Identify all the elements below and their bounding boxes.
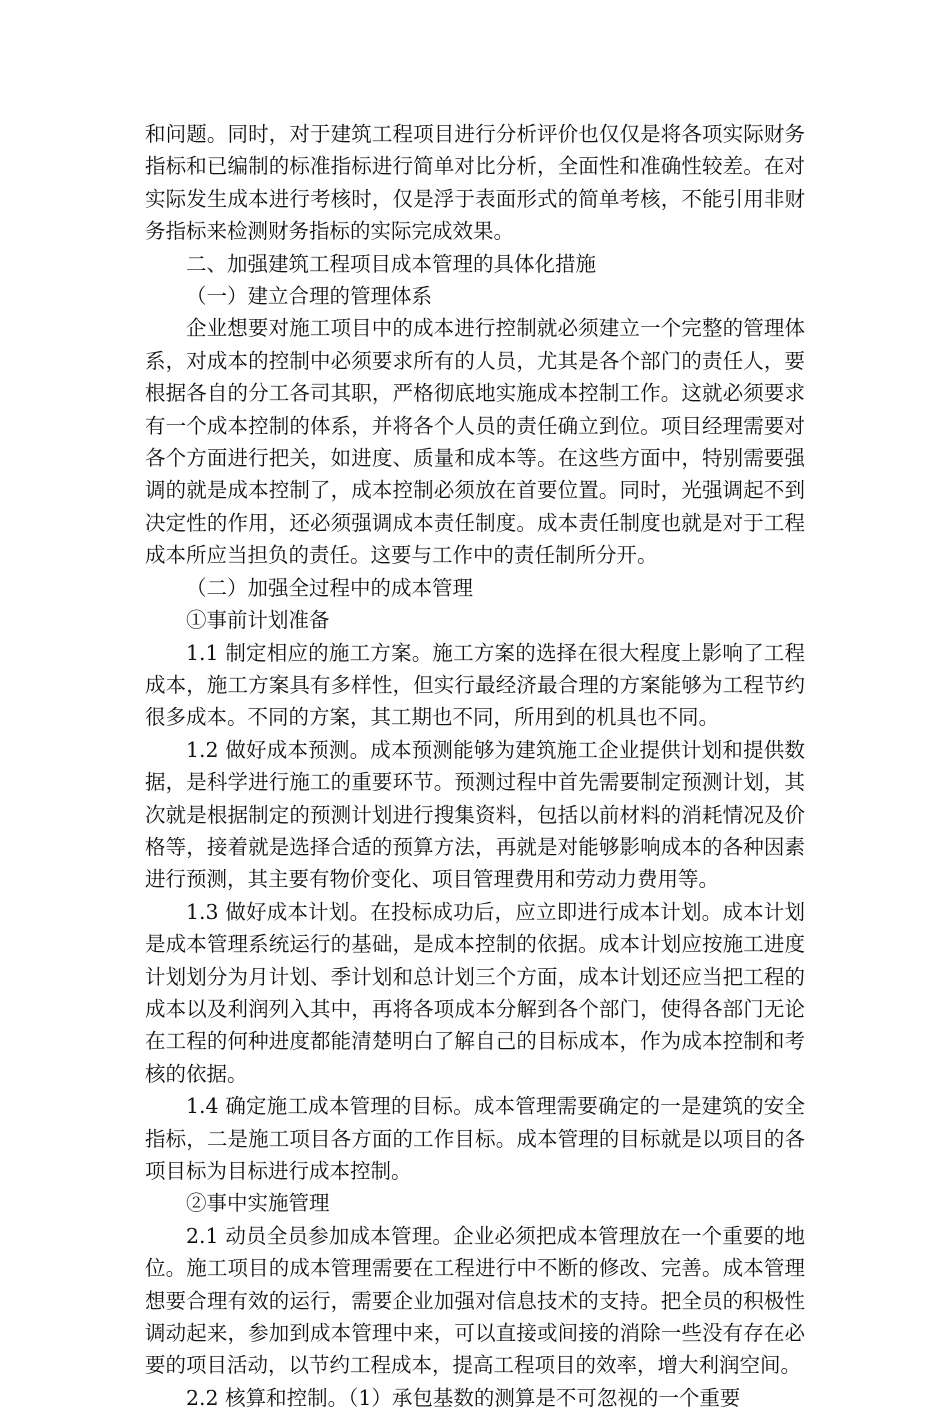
paragraph-1-2: 1.2 做好成本预测。成本预测能够为建筑施工企业提供计划和提供数据，是科学进行施工的重要环节。预测过程中首先需要制定预测计划，其次就是根据制定的预测计划进行搜集资料，包括以前材料的消耗情况及价格等，接着就是选择合适的预算方法，再就是对能够影响成本的各种因素进行预测，其主要有物价变化、项目管理费用和劳动力费用等。 bbox=[145, 737, 805, 892]
item-heading-in-process: ②事中实施管理 bbox=[186, 1191, 330, 1216]
paragraph-2-1: 2.1 动员全员参加成本管理。企业必须把成本管理放在一个重要的地位。施工项目的成本管理需要在工程进行中不断的修改、完善。成本管理想要合理有效的运行，需要企业加强对信息技术的支持。把全员的积极性调动起来，参加到成本管理中来，可以直接或间接的消除一些没有存在必要的项目活动，以节约工程成本，提高工程项目的效率，增大利润空间。 bbox=[145, 1223, 805, 1378]
document-body bbox=[145, 118, 805, 1414]
paragraph-1-3: 1.3 做好成本计划。在投标成功后，应立即进行成本计划。成本计划是成本管理系统运行的基础，是成本控制的依据。成本计划应按施工进度计划划分为月计划、季计划和总计划三个方面，成本计划还应当把工程的成本以及利润列入其中，再将各项成本分解到各个部门，使得各部门无论在工程的何种进度都能清楚明白了解自己的目标成本，作为成本控制和考核的依据。 bbox=[145, 899, 805, 1086]
paragraph-2-2: 2.2 核算和控制。（1）承包基数的测算是不可忽视的一个重要 bbox=[186, 1385, 741, 1410]
subsection-heading-2: （二）加强全过程中的成本管理 bbox=[186, 575, 473, 600]
subsection-heading-1: （一）建立合理的管理体系 bbox=[186, 284, 432, 309]
paragraph-management-system: 企业想要对施工项目中的成本进行控制就必须建立一个完整的管理体系，对成本的控制中必须要求所有的人员，尤其是各个部门的责任人，要根据各自的分工各司其职，严格彻底地实施成本控制工作。这就必须要求有一个成本控制的体系，并将各个人员的责任确立到位。项目经理需要对各个方面进行把关，如进度、质量和成本等。在这些方面中，特别需要强调的就是成本控制了，成本控制必须放在首要位置。同时，光强调起不到决定性的作用，还必须强调成本责任制度。成本责任制度也就是对于工程成本所应当担负的责任。这要与工作中的责任制所分开。 bbox=[145, 316, 805, 568]
section-heading-2: 二、加强建筑工程项目成本管理的具体化措施 bbox=[186, 251, 596, 276]
paragraph-1-4: 1.4 确定施工成本管理的目标。成本管理需要确定的一是建筑的安全指标，二是施工项目各方面的工作目标。成本管理的目标就是以项目的各项目标为目标进行成本控制。 bbox=[145, 1094, 805, 1183]
paragraph-1-1: 1.1 制定相应的施工方案。施工方案的选择在很大程度上影响了工程成本，施工方案具有多样性，但实行最经济最合理的方案能够为工程节约很多成本。不同的方案，其工期也不同，所用到的机具也不同。 bbox=[145, 640, 805, 730]
item-heading-pre-planning: ①事前计划准备 bbox=[186, 608, 330, 633]
paragraph-continuation: 和问题。同时，对于建筑工程项目进行分析评价也仅仅是将各项实际财务指标和已编制的标准指标进行简单对比分析，全面性和准确性较差。在对实际发生成本进行考核时，仅是浮于表面形式的简单考核，不能引用非财务指标来检测财务指标的实际完成效果。 bbox=[145, 122, 805, 244]
